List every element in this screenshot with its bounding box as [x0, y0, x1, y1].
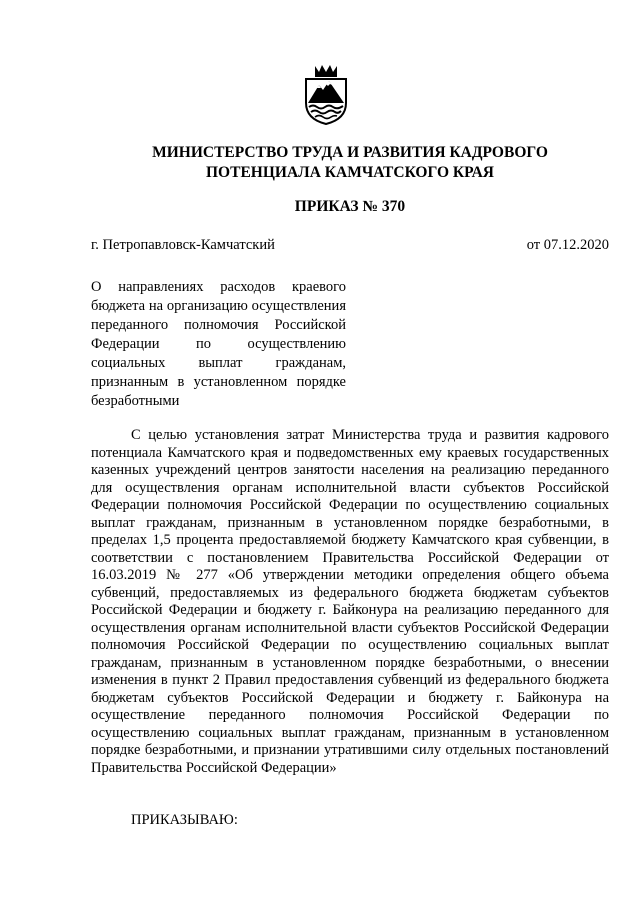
- ministry-line-1: МИНИСТЕРСТВО ТРУДА И РАЗВИТИЯ КАДРОВОГО: [152, 144, 548, 161]
- order-date: от 07.12.2020: [526, 237, 609, 253]
- ministry-line-2: ПОТЕНЦИАЛА КАМЧАТСКОГО КРАЯ: [206, 164, 494, 181]
- order-title: ПРИКАЗ № 370: [294, 198, 406, 215]
- kamchatka-coat-of-arms-icon: [303, 63, 349, 125]
- ministry-name: [90, 143, 610, 183]
- city-name: г. Петропавловск-Камчатский: [91, 237, 275, 253]
- order-subject: О направлениях расходов краевого бюджета на организацию осуществления переданного полномочия Российской Федерации по осуществлению социальных выплат гражданам, признанным в установленном порядке безработными: [91, 279, 346, 409]
- order-directive: ПРИКАЗЫВАЮ:: [131, 812, 238, 828]
- preamble-paragraph: С целью установления затрат Министерства труда и развития кадрового потенциала Камчатского края и подведомственных ему краевых государственных казенных учреждений центров занятости населения на реализацию переданного для осуществления органам исполнительной власти субъектов Российской Федерации полномочия Российской Федерации по осуществлению социальных выплат гражданам, признанным в установленном порядке безработными, в пределах 1,5 процента предоставляемой бюджету Камчатского края субвенции, в соответствии с постановлением Правительства Российской Федерации от 16.03.2019 № 277 «Об утверждении методики определения общего объема субвенций, предоставляемых из федерального бюджета бюджетам субъектов Российской Федерации и бюджету г. Байконура на реализацию переданного для осуществления органам исполнительной власти субъектов Российской Федерации полномочия Российской Федерации по осуществлению социальных выплат гражданам, признанным в установленном порядке безработными, о внесении изменения в пункт 2 Правил предоставления субвенций из федерального бюджета бюджетам субъектов Российской Федерации и бюджету г. Байконура на осуществление переданного полномочия Российской Федерации по осуществлению социальных выплат гражданам, признанным в установленном порядке безработными, и признании утратившими силу отдельных постановлений Правительства Российской Федерации»: [91, 427, 609, 776]
